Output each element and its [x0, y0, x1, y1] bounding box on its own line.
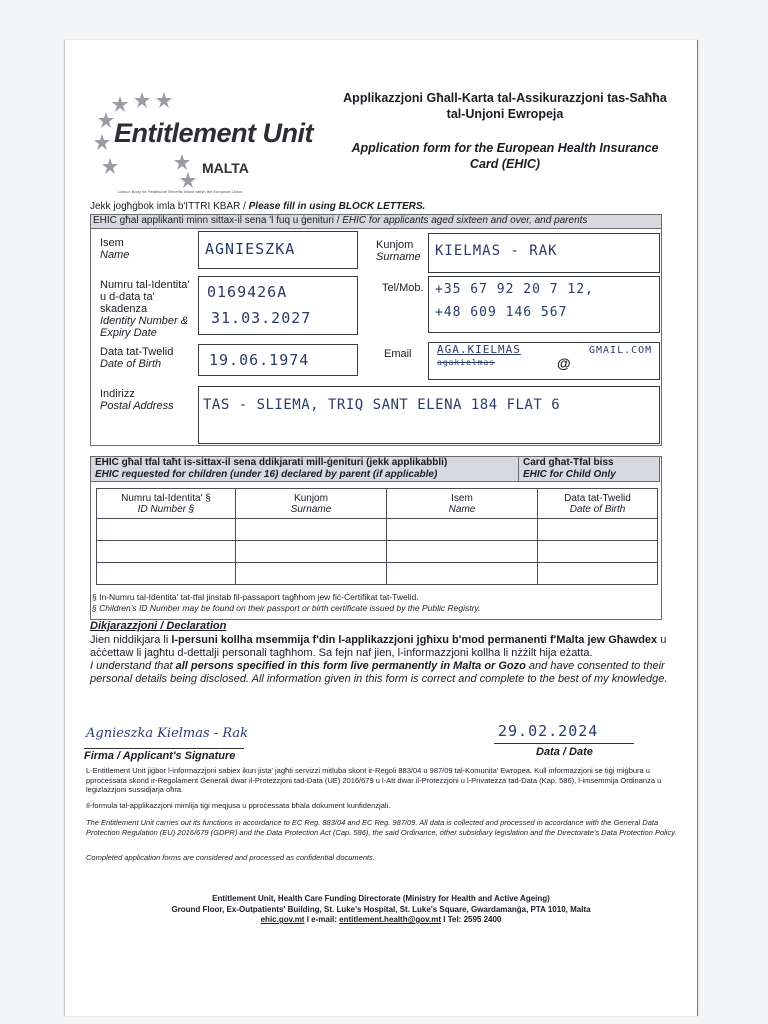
- fill-instruction: Jekk jogħġbok imla b'ITTRI KBAR / Please fill in using BLOCK LETTERS.: [90, 201, 426, 212]
- title-maltese: Applikazzjoni Għall-Karta tal-Assikurazzjoni tas-Saħħa tal-Unjoni Ewropeja: [343, 91, 667, 121]
- table-row[interactable]: [97, 563, 658, 585]
- address-field[interactable]: TAS - SLIEMA, TRIQ SANT ELENA 184 FLAT 6: [198, 386, 660, 444]
- note-english: § Children's ID Number may be found on their passport or birth certificate issued by the Public Registry.: [92, 603, 481, 613]
- id-expiry-label: Numru tal-Identita' u d-data ta' skadenza Identity Number & Expiry Date: [100, 279, 190, 339]
- dob-label: Data tat-Twelid Date of Birth: [100, 346, 174, 370]
- tel-field[interactable]: +35 67 92 20 7 12, +48 609 146 567: [428, 276, 660, 333]
- logo-country: MALTA: [202, 160, 249, 176]
- applicant-band: EHIC għal applikanti minn sittax-il sena 'l fuq u ġenituri / EHIC for applicants aged sixteen and over, and parents: [90, 214, 662, 229]
- logo-name: Entitlement Unit: [114, 118, 313, 148]
- table-row[interactable]: [97, 519, 658, 541]
- footer: [64, 894, 698, 926]
- footer-contact: ehic.gov.mt I e-mail: entitlement.health@gov.mt I Tel: 2595 2400: [260, 915, 502, 924]
- children-notes: [92, 592, 658, 614]
- id-expiry-field[interactable]: 0169426A 31.03.2027: [198, 276, 358, 335]
- declaration-english: I understand that all persons specified in this form live permanently in Malta or Gozo and have consented to their personal details being disclosed. All information given in this form is correct and complete to the best of my knowledge.: [90, 660, 668, 685]
- column-id-number: Numru tal-Identita' § ID Number §: [97, 489, 236, 519]
- surname-field[interactable]: KIELMAS - RAK: [428, 233, 660, 273]
- address-label: Indirizz Postal Address: [100, 388, 174, 412]
- column-name: Isem Name: [387, 489, 538, 519]
- footer-address: Ground Floor, Ex-Outpatients' Building, St. Luke's Hospital, St. Luke's Square, Gwardamanġa, PTA 1010, Malta: [171, 904, 591, 914]
- date-label: Data / Date: [536, 746, 593, 758]
- table-row[interactable]: [97, 541, 658, 563]
- declaration-heading: Dikjarazzjoni / Declaration: [90, 620, 227, 632]
- name-field[interactable]: AGNIESZKA: [198, 231, 358, 269]
- children-table-header: [97, 489, 658, 519]
- confidential-english: Completed application forms are considered and processed as confidential documents.: [86, 853, 375, 862]
- footer-website-link[interactable]: ehic.gov.mt: [260, 915, 305, 924]
- footer-directorate: Entitlement Unit, Health Care Funding Directorate (Ministry for Health and Active Ageing): [212, 894, 550, 903]
- children-table: [96, 488, 658, 585]
- date-value: 29.02.2024: [498, 722, 599, 740]
- form-sheet: [64, 40, 698, 1016]
- email-label: Email: [384, 348, 412, 360]
- confidential-maltese: Il-formula tal-applikazzjoni mimlija tiġi meqjusa u pproċessata bħala dokument kunfidenzjali.: [86, 801, 391, 810]
- dob-field[interactable]: 19.06.1974: [198, 344, 358, 376]
- signature-line: [84, 748, 244, 749]
- declaration-maltese: Jien niddikjara li l-persuni kollha msemmija f'din l-applikazzjoni jgħixu b'mod permanenti f'Malta jew Għawdex u aċċettaw li jagħtu d-dettalji personali tagħhom. Sa fejn naf jien, l-informazzjoni kollha li nżżilt hija eżatta.: [90, 634, 667, 659]
- tel-label: Tel/Mob.: [382, 282, 424, 294]
- logo-tagline: Liaison Body for Healthcare Benefits linked within the European Union: [118, 189, 243, 194]
- children-band: EHIC għal tfal taħt is-sittax-il sena ddikjarati mill-ġenituri (jekk applikabbli) EHIC requested for children (under 16) declared by parent (if applicable): [90, 456, 520, 482]
- title-english: Application form for the European Health Insurance Card (EHIC): [351, 141, 659, 171]
- column-surname: Kunjom Surname: [236, 489, 387, 519]
- child-only-band: Card għat-Tfal biss EHIC for Child Only: [518, 456, 660, 482]
- surname-label: Kunjom Surname: [376, 239, 421, 263]
- date-line: [494, 743, 634, 744]
- signature-value: Agnieszka Kielmas - Rak: [86, 726, 249, 741]
- privacy-english: The Entitlement Unit carries out its functions in accordance to EC Reg. 883/04 and EC Reg. 987/09. All data is collected and processed in accordance with the General Data Protection Regulation (EU) 2016/679 (GDPR) and the Data Protection Act (Cap. 586), the said Ordinance, other subsidiary legislation and the Directorate's Data Protection Policy.: [86, 818, 677, 837]
- email-field[interactable]: AGA.KIELMAS agakielmas @ GMAIL.COM: [428, 342, 660, 380]
- note-maltese: § In-Numru tal-Identita' tat-tfal jinstab fil-passaport tagħhom jew fiċ-Ċertifikat tat-Twelid.: [92, 592, 419, 602]
- signature-label: Firma / Applicant's Signature: [84, 750, 236, 762]
- privacy-maltese: L-Entitlement Unit jiġbor l-informazzjoni sabiex ikun jista' jagħti servizzi mitluba skont ir-Regoli 883/04 u 987/09 tal-Komunita' Ewropea. Kull informazzjoni se tiġi miġbura u pproċessata skond ir-Regolament Ġenerali dwar il-Protezzjoni tad-Data (UE) 2016/679 u l-Att dwar il-Protezzjoni u l-Privatezza tad-Data (Kap. 586), l-imsemmija Ordinanza u leġizlazzjoni sussidjarja oħra.: [86, 766, 662, 794]
- column-date-of-birth: Data tat-Twelid Date of Birth: [538, 489, 658, 519]
- footer-email-link[interactable]: entitlement.health@gov.mt: [339, 915, 442, 924]
- name-label: Isem Name: [100, 237, 130, 261]
